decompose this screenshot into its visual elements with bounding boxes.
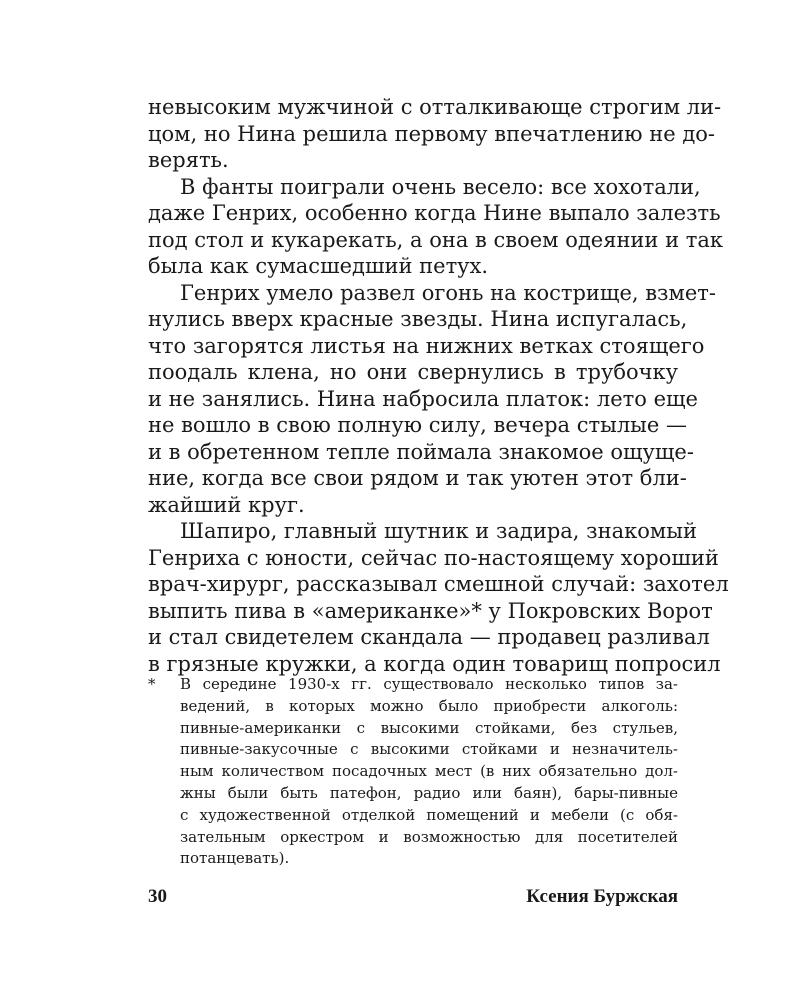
text-line: врач-хирург, рассказывал смешной случай: захотел: [148, 572, 729, 596]
text-line: Генриха с юности, сейчас по-настоящему хороший: [148, 545, 719, 570]
footnote-line: ведений, в которых можно было приобрести алкоголь:: [180, 696, 678, 715]
text-line: в грязные кружки, а когда один товарищ попросил: [148, 651, 721, 676]
text-line: нулись вверх красные звезды. Нина испугалась,: [148, 307, 688, 331]
text-line: даже Генрих, особенно когда Нине выпало залезть: [148, 201, 721, 225]
footnote-line: жны были быть патефон, радио или баян), бары-пивные: [180, 783, 678, 802]
footnote-line: с художественной отделкой помещений и мебели (с обя-: [180, 805, 678, 824]
footnote-line: зательным оркестром и возможностью для посетителей: [180, 827, 678, 846]
footnote-line: потанцевать).: [180, 849, 290, 868]
text-line: В фанты поиграли очень весело: все хохотали,: [180, 174, 701, 199]
text-line: жайший круг.: [148, 492, 305, 517]
text-line: не вошло в свою полную силу, вечера стылые —: [148, 413, 687, 437]
text-line: и в обретенном тепле поймала знакомое ощуще-: [148, 439, 694, 464]
footnote-text: [180, 674, 678, 870]
text-line: Генрих умело развел огонь на кострище, взмет-: [180, 280, 716, 305]
page-number: 30: [148, 886, 167, 907]
text-line: поодаль клена, но они свернулись в трубочку: [148, 360, 678, 384]
footnote-line: пивные-закусочные с высокими стойками и незначитель-: [180, 740, 678, 759]
text-line: и не занялись. Нина набросила платок: лето еще: [148, 386, 698, 411]
text-line: цом, но Нина решила первому впечатлению не до-: [148, 121, 716, 146]
footnote-line: пивные-американки с высокими стойками, без стульев,: [180, 718, 678, 737]
text-line: под стол и кукарекать, а она в своем одеянии и так: [148, 227, 724, 252]
text-line: ние, когда все свои рядом и так уютен этот бли-: [148, 466, 687, 490]
text-line: верять.: [148, 148, 229, 172]
text-line: была как сумасшедший петух.: [148, 254, 489, 278]
text-line: выпить пива в «американке»* у Покровских Ворот: [148, 598, 713, 623]
main-text: [148, 94, 729, 677]
running-head-author: Ксения Буржская: [526, 886, 678, 907]
text-line: что загорятся листья на нижних ветках стоящего: [148, 333, 705, 358]
footnote-line: В середине 1930-х гг. существовало несколько типов за-: [180, 675, 678, 693]
footnote-mark: *: [148, 675, 156, 693]
text-line: и стал свидетелем скандала — продавец разливал: [148, 625, 710, 649]
text-line: невысоким мужчиной с отталкивающе строгим ли-: [148, 95, 722, 119]
page-footer: [148, 884, 678, 910]
footnote-line: ным количеством посадочных мест (в них обязательно дол-: [180, 762, 678, 781]
text-line: Шапиро, главный шутник и задира, знакомый: [180, 519, 697, 543]
